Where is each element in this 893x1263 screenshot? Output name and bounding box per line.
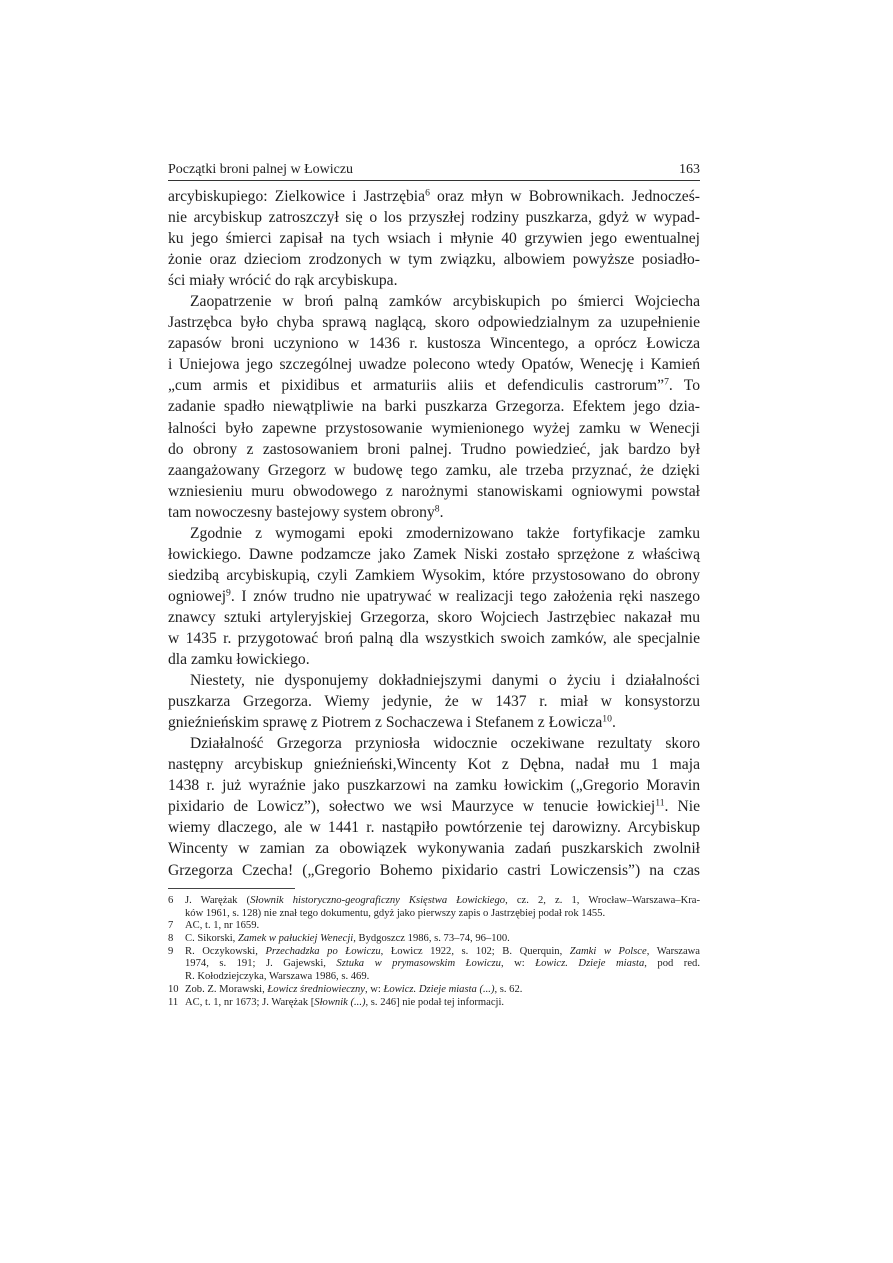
text-line [168,649,700,670]
text-line [168,544,700,565]
italic-text: Przechadzka po Łowiczu [265,945,381,957]
text-line [168,396,700,417]
footnote-line [185,895,700,908]
footnote [168,984,700,997]
text-run: zaangażowany Grzegorz w budowę tego zamku, ale trzeba przyznać, że dzięki [168,461,700,479]
text-line [168,375,700,396]
text-run: pixidario de Lowicz”), sołectwo we wsi Maurzyce w tenucie łowickiej [168,798,656,816]
text-run: łowickiego. Dawne podzamcze jako Zamek Niski zostało sprzężone z właściwą [168,545,700,563]
text-run: Jastrzębca było chyba sprawą naglącą, skoro odpowiedzialnym za uzupełnienie [168,314,700,332]
footnote-reference[interactable]: 7 [664,377,669,389]
text-run: . I znów trudno nie upatrywać w realizacji tego założenia ręki naszego [230,587,700,605]
text-run: w 1435 r. przygotować broń palną dla wszystkich swoich zamków, ale specjalnie [168,629,700,647]
footnote-line [185,933,700,946]
text-run: oraz młyn w Bobrownikach. Jednocześ- [429,188,700,205]
paragraph [168,733,700,880]
footnote-number: 6 [168,895,174,906]
footnote-number: 11 [168,996,179,1008]
text-run: AC, t. 1, nr 1659. [185,920,260,932]
italic-text: Łowicz średniowieczny [267,983,365,995]
text-run: ków 1961, s. 128) nie znał tego dokumentu, gdyż jako pierwszy zapis o Jastrzębiej podał rok 1455. [185,907,606,919]
italic-text: Zamek w pałuckiej Wenecji [237,933,354,945]
text-run: „cum armis et pixidibus et armaturiis aliis et defendiculis castrorum” [168,377,665,395]
footnote [168,933,700,946]
text-run: Niestety, nie dysponujemy dokładniejszymi danymi o życiu i działalności [190,672,700,690]
text-line [168,775,700,796]
footnote-number: 10 [168,983,179,995]
text-line [168,439,700,460]
text-run: . [439,503,444,521]
text-run: gnieźnieńskim sprawę z Piotrem z Sochaczewa i Stefanem z Łowicza [168,714,603,732]
italic-text: Łowicz. Dzieje miasta (...) [383,983,495,995]
footnote-line [185,971,700,984]
italic-text: Łowicz. Dzieje miasta [535,958,645,970]
footnote [168,895,700,920]
footnote [168,920,700,933]
footnote-reference[interactable]: 9 [226,587,231,599]
text-run: , Łowicz 1922, s. 102; B. Querquin, [380,945,570,957]
paragraph [168,523,700,670]
text-run: zapasów broni uczyniono w 1436 r. kustosza Wincentego, a oprócz Łowicza [168,335,700,353]
text-line [168,481,700,502]
text-line [168,607,700,628]
text-run: puszkarza Grzegorza. Wiemy jedynie, że w 1437 r. miał w konsystorzu [168,693,700,711]
text-run: ogniowej [168,587,227,605]
text-line [168,565,700,586]
text-run: Zaopatrzenie w broń palną zamków arcybiskupich po śmierci Wojciecha [190,293,700,311]
footnote-number: 8 [168,933,174,945]
italic-text: Zamki w Polsce [569,945,647,957]
paragraph [168,186,700,291]
text-line [168,249,700,270]
text-line [168,228,700,249]
italic-text: Słownik historyczno-geograficzny Księstwa Łowickiego [250,895,506,906]
text-run: Działalność Grzegorza przyniosła widocznie oczekiwane rezultaty skoro [190,735,700,753]
text-line [168,586,700,607]
text-line [168,838,700,859]
text-line [168,186,700,207]
text-line [168,733,700,754]
text-run: i Uniejowa jego szczególnej uwadze polecono wtedy Opatów, Wenecję i Kamień [168,356,700,374]
paragraph [168,670,700,733]
text-run: . Nie [664,798,700,816]
text-run: C. Sikorski, [185,933,238,945]
text-run: znawcy sztuki artyleryjskiej Grzegorza, skoro Wojciech Jastrzębiec nakazał mu [168,608,700,626]
footnote-reference[interactable]: 10 [602,713,612,725]
text-run: następny arcybiskup gnieźnieński,Wincenty Kot z Dębna, nadał mu 1 maja [168,756,700,774]
footnote [168,997,700,1010]
text-run: 1974, s. 191; J. Gajewski, [185,958,337,970]
text-line [168,333,700,354]
text-line [168,691,700,712]
text-run: , Bydgoszcz 1986, s. 73–74, 96–100. [353,933,510,945]
running-header [168,160,700,181]
text-run: tam nowoczesny bastejowy system obrony [168,503,435,521]
text-run: , Warszawa [646,945,700,957]
footnotes [168,895,700,1009]
text-line [168,712,700,733]
text-run: Wincenty w zamian za obowiązek wykonywania zadań puszkarskich zwolnił [168,840,700,858]
text-line [168,502,700,523]
text-run: 1438 r. już wyraźnie jako puszkarzowi na zamku łowickim („Gregorio Moravin [168,777,700,795]
footnote-line [185,984,700,997]
text-line [168,523,700,544]
text-line [168,796,700,817]
text-run: nie arcybiskup zatroszczył się o los przyszłej rodziny puszkarza, gdyż w wypad- [168,209,700,227]
text-run: Zgodnie z wymogami epoki zmodernizowano także fortyfikacje zamku [190,524,700,542]
text-run: . To [668,377,700,395]
text-run: wzniesieniu muru obwodowego z narożnymi stanowiskami ogniowymi powstał [168,482,700,500]
text-run: siedzibą arcybiskupią, czyli Zamkiem Wysokim, które przystosowano do obrony [168,566,700,584]
text-line [168,418,700,439]
text-run: , cz. 2, z. 1, Wrocław–Warszawa–Kra- [505,895,700,906]
text-line [168,270,700,291]
footnote [168,946,700,984]
text-run: . [611,714,616,732]
text-run: , w: [500,958,536,970]
paragraph [168,291,700,523]
text-line [168,207,700,228]
text-run: , w: [364,983,384,995]
text-run: dla zamku łowickiego. [168,651,310,669]
footnote-line [185,997,700,1010]
text-run: wiemy dlaczego, ale w 1441 r. nastąpiło powtórzenie tej darowizny. Arcybiskup [168,819,700,837]
text-line [168,860,700,881]
footnote-number: 7 [168,920,174,932]
text-run: arcybiskupiego: Zielkowice i Jastrzębia [168,188,426,205]
text-run: Zob. Z. Morawski, [185,983,268,995]
text-run: , s. 62. [494,983,523,995]
text-run: ku jego śmierci zapisał na tych wsiach i młynie 40 grzywien jego ewentualnej [168,230,700,248]
text-line [168,291,700,312]
text-run: ści miały wrócić do rąk arcybiskupa. [168,272,398,290]
text-run: , s. 246] nie podał tej informacji. [365,996,505,1008]
text-run: do obrony z zastosowaniem broni palnej. Trudno powiedzieć, jak bardzo był [168,440,700,458]
italic-text: Sztuka w prymasowskim Łowiczu [336,958,501,970]
text-line [168,628,700,649]
text-line [168,354,700,375]
text-line [168,312,700,333]
text-line [168,670,700,691]
text-run: łalności było zapewne przystosowanie wymienionego wyżej zamku w Wenecji [168,419,700,437]
running-title: Początki broni palnej w Łowiczu [168,162,354,177]
footnote-reference[interactable]: 6 [425,187,430,199]
text-run: J. Warężak ( [185,895,251,906]
body-text [168,186,700,881]
footnote-line [185,946,700,959]
page-number: 163 [679,162,700,177]
text-run: Grzegorza Czecha! („Gregorio Bohemo pixidario castri Lowiczensis”) na czas [168,861,700,879]
footnote-separator [168,888,295,889]
text-line [168,754,700,775]
footnote-line [185,908,700,921]
footnote-reference[interactable]: 8 [434,503,440,515]
text-run: , pod red. [644,958,700,970]
text-run: AC, t. 1, nr 1673; J. Warężak [ [185,996,315,1008]
footnote-line [185,920,700,933]
footnote-number: 9 [168,945,174,957]
italic-text: Słownik (...) [314,996,366,1008]
text-run: zadanie spadło niewątpliwie na barki puszkarza Grzegorza. Efektem jego dzia- [168,398,700,416]
footnote-line [185,958,700,971]
text-line [168,817,700,838]
text-run: żonie oraz dzieciom zrodzonych w tym związku, albowiem powyższe posiadło- [168,251,700,269]
text-line [168,460,700,481]
text-run: R. Kołodziejczyka, Warszawa 1986, s. 469. [185,971,370,983]
text-run: R. Oczykowski, [185,945,266,957]
footnote-reference[interactable]: 11 [655,798,665,810]
